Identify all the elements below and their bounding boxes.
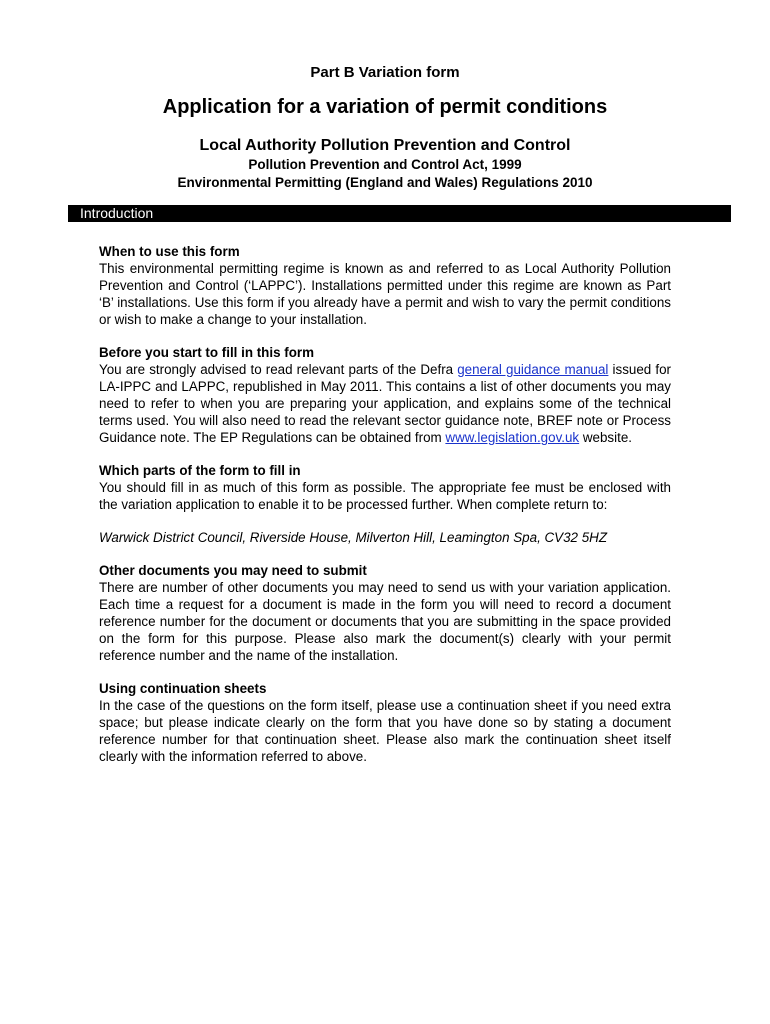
page-subtitle: Local Authority Pollution Prevention and Control — [199, 137, 571, 154]
other-documents-heading: Other documents you may need to submit — [99, 563, 367, 578]
form-label: Part B Variation form — [310, 64, 460, 81]
before-you-start-section — [99, 344, 671, 446]
continuation-sheets-section — [99, 680, 671, 765]
return-address: Warwick District Council, Riverside House, Milverton Hill, Leamington Spa, CV32 5HZ — [99, 530, 608, 545]
legislation-website-link[interactable]: www.legislation.gov.uk — [445, 430, 580, 445]
which-parts-heading: Which parts of the form to fill in — [99, 463, 301, 478]
when-to-use-body: This environmental permitting regime is known as and referred to as Local Authority Pollution Prevention and Control (‘LAPPC’). Installations permitted under this regime are known as Part ‘B’ installations. Use this form if you already have a permit and wish to vary the permit conditions or wish to make a change to your installation. — [99, 261, 671, 327]
act-reference-2010: Environmental Permitting (England and Wales) Regulations 2010 — [177, 175, 593, 190]
when-to-use-section — [99, 243, 671, 328]
other-documents-section — [99, 562, 671, 664]
before-you-start-text-3: website. — [579, 430, 632, 445]
before-you-start-text-2: issued for LA-IPPC and LAPPC, republished in May 2011. This contains a list of other documents you may need to refer to when you are preparing your application, and explains some of the technical terms used. You will also need to read the relevant sector guidance note, BREF note or Process Guidance note. The EP Regulations can be obtained from — [99, 362, 671, 445]
continuation-sheets-body: In the case of the questions on the form itself, please use a continuation sheet if you need extra space; but please indicate clearly on the form that you have done so by stating a document reference number for that continuation sheet. Please also mark the continuation sheet itself clearly with the information referred to above. — [99, 698, 671, 764]
which-parts-section — [99, 462, 671, 513]
before-you-start-heading: Before you start to fill in this form — [99, 345, 315, 360]
before-you-start-body — [99, 361, 671, 446]
page-title: Application for a variation of permit conditions — [162, 96, 608, 118]
which-parts-body: You should fill in as much of this form as possible. The appropriate fee must be enclosed with the variation application to enable it to be processed further. When complete return to: — [99, 480, 671, 512]
act-reference-1999: Pollution Prevention and Control Act, 1999 — [248, 157, 522, 172]
introduction-content — [99, 243, 671, 781]
general-guidance-manual-link[interactable]: general guidance manual — [457, 362, 609, 377]
other-documents-body: There are number of other documents you may need to send us with your variation application. Each time a request for a document is made in the form you will need to record a document reference number for the document or documents that you are submitting in the space provided on the form for this purpose. Please also mark the document(s) clearly with your permit reference number and the name of the installation. — [99, 580, 671, 663]
section-header-introduction: Introduction — [68, 205, 731, 222]
when-to-use-heading: When to use this form — [99, 244, 240, 259]
continuation-sheets-heading: Using continuation sheets — [99, 681, 267, 696]
before-you-start-text-1: You are strongly advised to read relevant parts of the Defra — [99, 362, 458, 377]
